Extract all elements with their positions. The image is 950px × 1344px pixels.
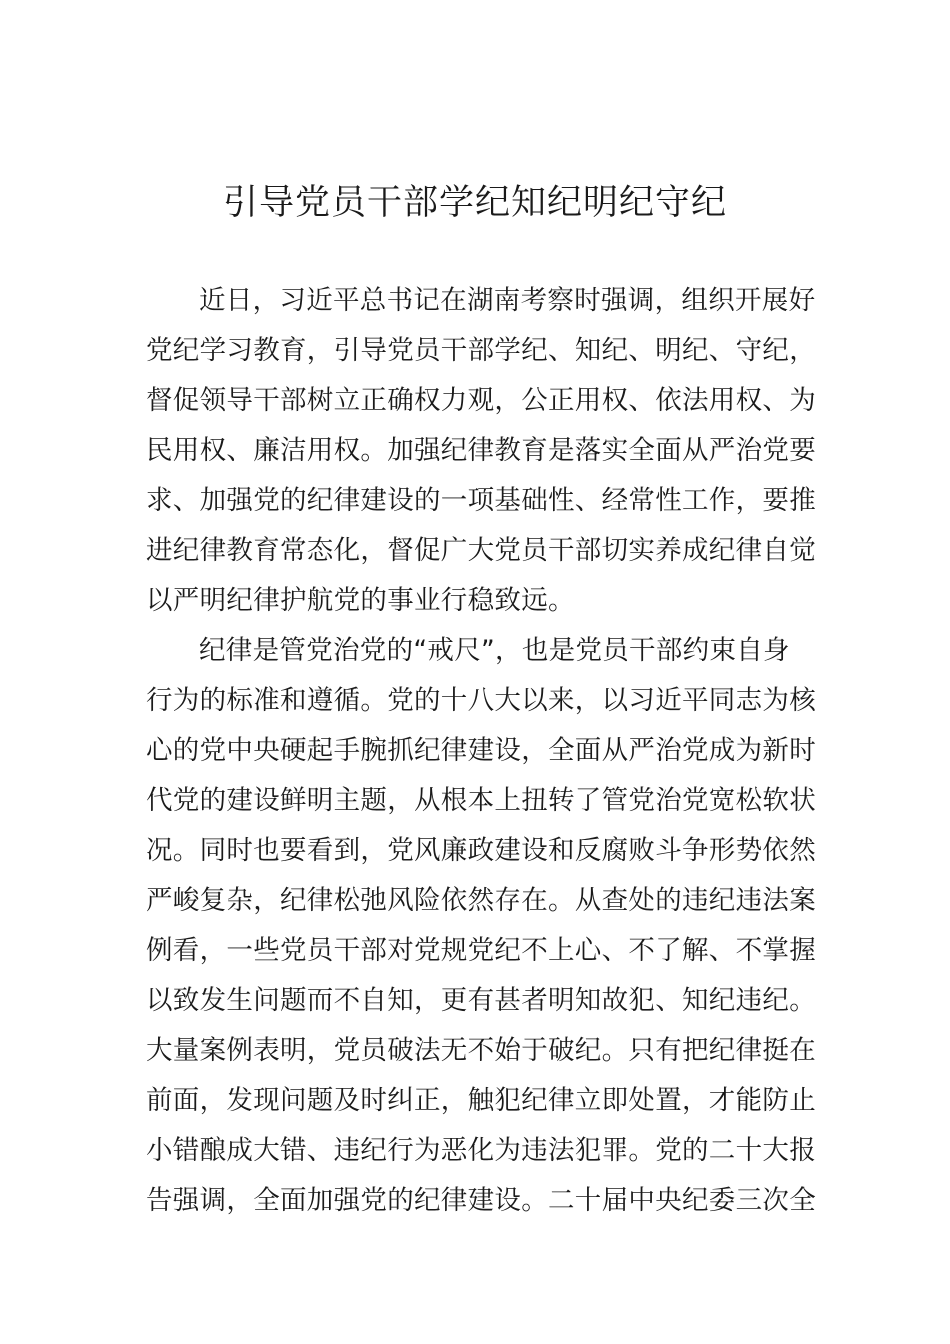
paragraph-line: 大量案例表明，党员破法无不始于破纪。只有把纪律挺在 — [146, 1035, 816, 1066]
paragraph-line: 心的党中央硬起手腕抓纪律建设，全面从严治党成为新时 — [146, 735, 816, 766]
paragraph-line: 况。同时也要看到，党风廉政建设和反腐败斗争形势依然 — [146, 835, 816, 866]
paragraph-line: 近日，习近平总书记在湖南考察时强调，组织开展好 — [199, 285, 816, 316]
paragraph-line: 以致发生问题而不自知，更有甚者明知故犯、知纪违纪。 — [146, 985, 816, 1016]
paragraph-line: 小错酿成大错、违纪行为恶化为违法犯罪。党的二十大报 — [146, 1135, 816, 1166]
paragraph-line: 民用权、廉洁用权。加强纪律教育是落实全面从严治党要 — [146, 435, 816, 466]
paragraph-line: 严峻复杂，纪律松弛风险依然存在。从查处的违纪违法案 — [146, 885, 816, 916]
paragraph-line: 行为的标准和遵循。党的十八大以来，以习近平同志为核 — [146, 685, 816, 716]
paragraph-line: 以严明纪律护航党的事业行稳致远。 — [146, 585, 575, 616]
paragraph-line: 进纪律教育常态化，督促广大党员干部切实养成纪律自觉 — [146, 535, 816, 566]
paragraph-line: 告强调，全面加强党的纪律建设。二十届中央纪委三次全 — [146, 1185, 816, 1216]
document-body — [146, 276, 816, 1226]
paragraph-line: 求、加强党的纪律建设的一项基础性、经常性工作，要推 — [146, 485, 816, 516]
paragraph-line: 纪律是管党治党的“戒尺”，也是党员干部约束自身 — [199, 635, 790, 666]
paragraph-line: 前面，发现问题及时纠正，触犯纪律立即处置，才能防止 — [146, 1085, 816, 1116]
paragraph-line: 党纪学习教育，引导党员干部学纪、知纪、明纪、守纪， — [146, 335, 816, 366]
paragraph-line: 督促领导干部树立正确权力观，公正用权、依法用权、为 — [146, 385, 816, 416]
document-title: 引导党员干部学纪知纪明纪守纪 — [222, 183, 727, 223]
paragraph-line: 例看，一些党员干部对党规党纪不上心、不了解、不掌握 — [146, 935, 816, 966]
paragraph-1 — [146, 276, 816, 626]
paragraph-2 — [146, 626, 816, 1226]
paragraph-line: 代党的建设鲜明主题，从根本上扭转了管党治党宽松软状 — [146, 785, 816, 816]
